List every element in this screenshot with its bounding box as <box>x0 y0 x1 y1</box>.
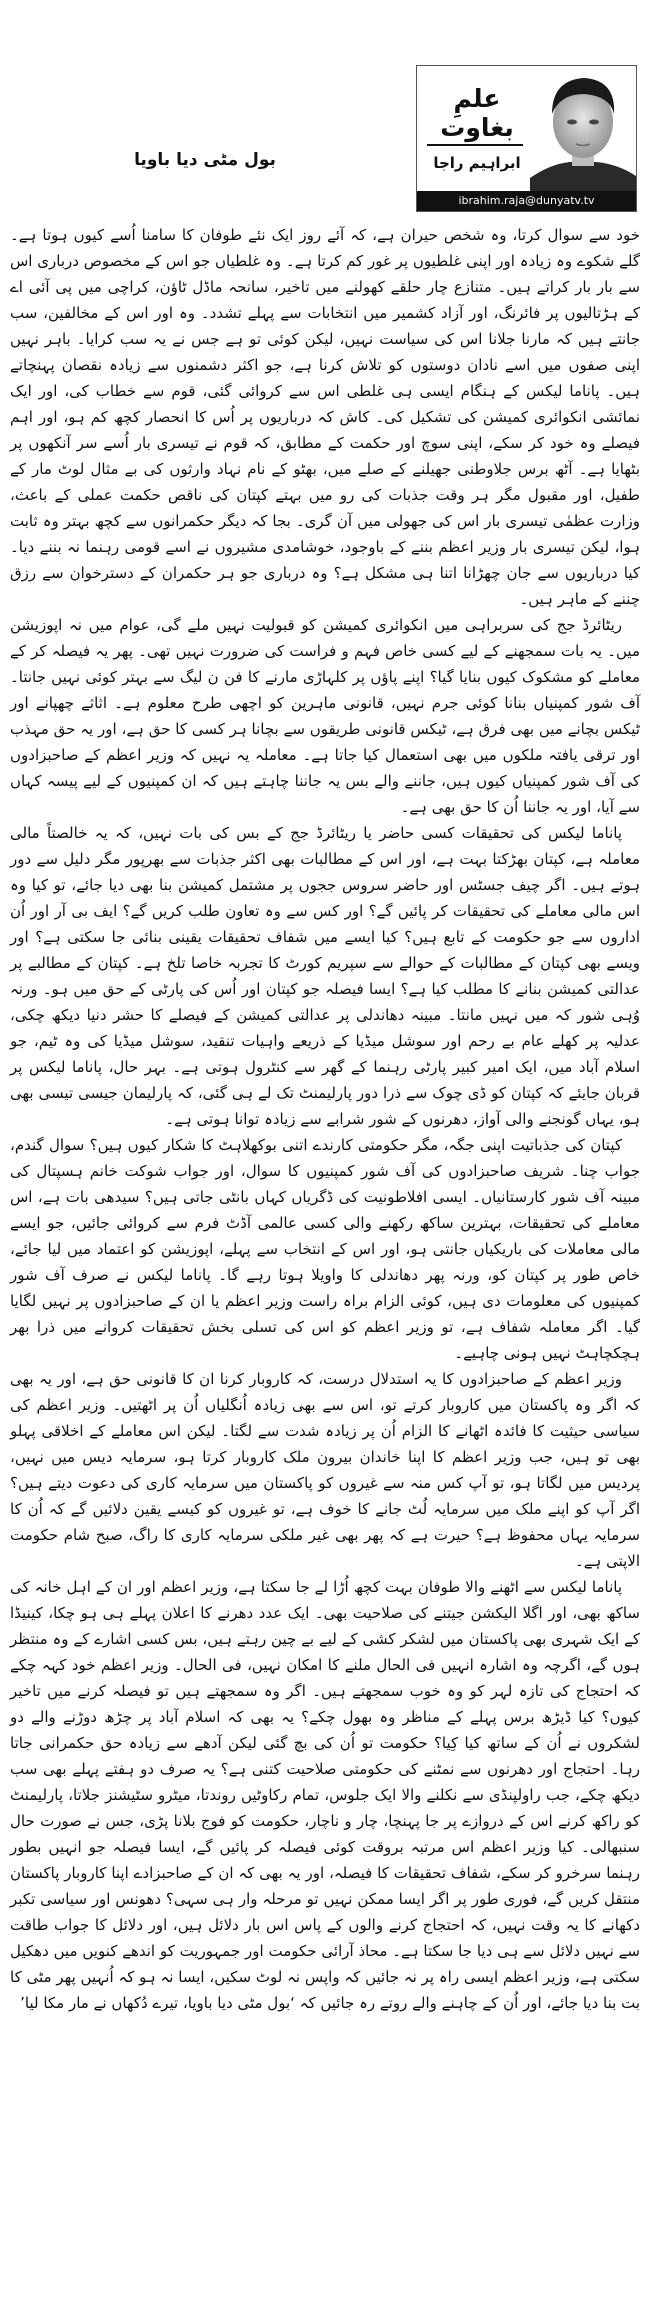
column-header-box <box>416 65 637 212</box>
author-email: ibrahim.raja@dunyatv.tv <box>417 191 636 211</box>
paragraph: کپتان کی جذباتیت اپنی جگہ، مگر حکومتی کارندے اتنی بوکھلاہٹ کا شکار کیوں ہیں؟ سوال گندم، جواب چنا۔ شریف صاحبزادوں کی آف شور کمپنیوں کا سوال، اور جواب شوکت خانم ہسپتال کی مبینہ آف شور کارستانیاں۔ ایسی افلاطونیت کی ڈگریاں کہاں بانٹی جاتی ہیں؟ سیدھی بات ہے، اس معاملے کی تحقیقات، بہترین ساکھ رکھنے والی کسی عالمی آڈٹ فرم سے کروائی جائیں، جو ایسے مالی معاملات کی باریکیاں جانتی ہو، اور اس کے انتخاب سے پہلے، اپوزیشن کو اعتماد میں لیا جائے، خاص طور پر کپتان کو، ورنہ پھر دھاندلی کا واویلا ہوتا رہے گا۔ پاناما لیکس نے صرف آف شور کمپنیوں کی معلومات دی ہیں، کوئی الزام براہ راست وزیر اعظم یا ان کے صاحبزادوں پر نہیں لگایا گیا۔ اگر معاملہ شفاف ہے، تو وزیر اعظم کو اس کی تسلی بخش تحقیقات کروانے میں ذرا بھر ہچکچاہٹ نہیں ہونی چاہیے۔ <box>10 1136 640 1362</box>
paragraph: پاناما لیکس کی تحقیقات کسی حاضر یا ریٹائرڈ جج کے بس کی بات نہیں، کہ یہ خالصتاً مالی معاملہ ہے، کپتان بھڑکتا بہت ہے، اور اس کے مطالبات بھی اکثر جذبات سے بھرپور مگر دلیل سے دور ہوتے ہیں۔ اگر چیف جسٹس اور حاضر سروس ججوں پر مشتمل کمیشن بنا بھی دیا جائے، تو کیا وہ اس مالی معاملے کی تحقیقات کر پائیں گے؟ اور کس سے وہ تعاون طلب کریں گے؟ ایف بی آر اور اُن اداروں سے جو حکومت کے تابع ہیں؟ کیا ایسے میں شفاف تحقیقات یقینی بنائی جا سکتی ہے؟ اور ویسے بھی کپتان کے مطالبات کے حوالے سے سپریم کورٹ کا تجربہ خاصا تلخ ہے۔ کپتان کے مطالبے پر عدالتی کمیشن بنانے کا مطلب کیا ہے؟ ایسا فیصلہ جو کپتان اور اُس کی پارٹی کے حق میں ہو۔ ورنہ وُہی شور کہ میں نہیں مانتا۔ مبینہ دھاندلی پر عدالتی کمیشن کے فیصلے کا حشر دنیا دیکھ چکی، عدلیہ پر کھلے عام بے رحم اور سوشل میڈیا کے ذریعے واہیات تنقید، سوشل میڈیا کی وہ ٹیم، جو اسلام آباد میں، ایک امیر کبیر پارٹی رہنما کے گھر سے کنٹرول ہوتی ہے۔ بہر حال، پاناما لیکس پر قربان جایئے کہ کپتان کو ڈی چوک سے ذرا دور پارلیمنٹ تک لے ہی گئی، کہ پارلیمان جیسی تیسی بھی ہو، یہاں گونجنے والی آواز، دھرنوں کے شور شرابے سے زیادہ توانا ہوتی ہے۔ <box>10 824 641 1128</box>
author-name: ابراہیم راجا <box>433 154 521 172</box>
article-title: بول مٹی دیا باویا <box>134 150 276 170</box>
paragraph: پاناما لیکس سے اٹھنے والا طوفان بہت کچھ اُڑا لے جا سکتا ہے، وزیر اعظم اور ان کے اہل خانہ کی ساکھ بھی، اور اگلا الیکشن جیتنے کی صلاحیت بھی۔ ایک عدد دھرنے کا اعلان پہلے ہی ہو چکا، کینیڈا کے ایک شہری بھی پاکستان میں لشکر کشی کے لیے بے چین رہتے ہیں، بس کسی اشارے کے وہ منتظر ہوں گے، اگرچہ وہ اشارہ انہیں فی الحال ملنے کا امکان نہیں، فی الحال۔ وزیر اعظم خود کہہ چکے کہ احتجاج کی تازہ لہر کو وہ خوب سمجھتے ہیں۔ اگر وہ سمجھتے ہیں تو فیصلہ کرنے میں تاخیر کیوں؟ کیا ڈیڑھ برس پہلے کے مناظر وہ بھول چکے؟ یہ بھی کہ اسلام آباد پر چڑھ دوڑنے والے دو لشکروں نے اُن کے ساتھ کیا کِیا؟ حکومت تو اُن کی بچ گئی لیکن آدھے سے زیادہ حق حکمرانی جاتا رہا۔ احتجاج اور دھرنوں سے نمٹنے کی حکومتی صلاحیت کتنی ہے؟ یہ صرف دو ہفتے پہلے بھی سب دیکھ چکے، جب راولپنڈی سے نکلنے والا ایک جلوس، تمام رکاوٹیں روندتا، میٹرو سٹیشنز جلاتا، پارلیمنٹ کو راکھ کرنے اس کے دروازے پر جا پہنچا، چار و ناچار، حکومت کو فوج بلانا پڑی، جس نے صورت حال سنبھالی۔ کیا وزیر اعظم اس مرتبہ بروقت کوئی فیصلہ کر پائیں گے، ایسا فیصلہ جو انہیں بطور رہنما سرخرو کر سکے، شفاف تحقیقات کا فیصلہ، اور یہ بھی کہ ان کے صاحبزادے اپنا کاروبار پاکستان منتقل کریں گے، فوری طور پر اگر ایسا ممکن نہیں تو مرحلہ وار ہی سہی؟ دھونس اور سیاسی تکبر دکھانے کا یہ وقت نہیں، کہ احتجاج کرنے والوں کے پاس اس بار دلائل ہیں، اور دلائل کا جواب طاقت سے نہیں دلائل سے ہی دیا جا سکتا ہے۔ محاذ آرائی حکومت اور جمہوریت کو اندھے کنویں میں دھکیل سکتی ہے، وزیر اعظم ایسی راہ پر نہ جائیں کہ واپس نہ لوٹ سکیں، ایسا نہ ہو کہ اُنہیں پھر مٹی کا بت بنا دیا جائے، اور اُن کے چاہنے والے روتے رہ جائیں کہ ‘بول مٹی دیا باویا، تیرے دُکھاں نے مار مکا لیا’ <box>10 1578 640 2012</box>
divider <box>427 144 523 146</box>
paragraph: ریٹائرڈ جج کی سربراہی میں انکوائری کمیشن کو قبولیت نہیں ملے گی، عوام میں نہ اپوزیشن میں۔ یہ بات سمجھنے کے لیے کسی خاص فہم و فراست کی ضرورت نہیں تھی۔ پھر یہ فیصلہ کر کے معاملے کو مشکوک کیوں بنایا گیا؟ اپنے پاؤں پر کلہاڑی مارنے کا فن ن لیگ سے بہتر کوئی نہیں جانتا۔ آف شور کمپنیاں بنانا کوئی جرم نہیں، قانونی ماہرین کو اچھی طرح معلوم ہے۔ اثاثے چھپانے اور ٹیکس بچانے میں بھی فرق ہے، ٹیکس قانونی طریقوں سے بچانا ہر کسی کا حق ہے، اور یہ حق مہذب اور ترقی یافتہ ملکوں میں بھی استعمال کیا جاتا ہے۔ معاملہ یہ نہیں کہ وزیر اعظم کے صاحبزادوں کی آف شور کمپنیاں کیوں ہیں، جاننے والے بس یہ جاننا چاہتے ہیں کہ ان کمپنیوں کے لیے پیسہ کہاں سے آیا، اور یہ جاننا اُن کا حق بھی ہے۔ <box>10 616 640 816</box>
paragraph: وزیر اعظم کے صاحبزادوں کا یہ استدلال درست، کہ کاروبار کرنا ان کا قانونی حق ہے، اور یہ بھی کہ اگر وہ پاکستان میں کاروبار کرتے تو، اس سے بھی زیادہ اُنگلیاں اُن پر اٹھتیں۔ وزیر اعظم کی سیاسی حیثیت کا فائدہ اٹھانے کا الزام اُن پر زیادہ شدت سے لگتا۔ لیکن اس معاملے کے اخلاقی پہلو بھی تو ہیں، جب وزیر اعظم کا اپنا خاندان بیرون ملک کاروبار کرتا ہو، سرمایہ دیس میں نہیں، پردیس میں لگاتا ہو، تو آپ کس منہ سے غیروں کو پاکستان میں سرمایہ کاری کی دعوت دیتے ہیں؟ اگر آپ کو اپنے ملک میں سرمایہ لُٹ جانے کا خوف ہے، تو غیروں کو کیسے یقین دلائیں گے کہ اُن کا سرمایہ یہاں محفوظ ہے؟ حیرت ہے کہ پھر بھی غیر ملکی سرمایہ کاری کا راگ، صبح شام حکومت الاپتی ہے۔ <box>10 1370 640 1570</box>
article-body <box>10 222 640 2016</box>
paragraph: خود سے سوال کرتا، وہ شخص حیران ہے، کہ آئے روز ایک نئے طوفان کا سامنا اُسے کیوں ہوتا ہے۔ گلے شکوے وہ زیادہ اور اپنی غلطیوں پر غور کم کرتا ہے۔ وہ غلطیاں جو اس کے مخصوص درباری اس سے بار بار کراتے ہیں۔ متنازع چار حلقے کھولنے میں تاخیر، سانحہ ماڈل ٹاؤن، کراچی میں پی آئی اے کے ہڑتالیوں پر فائرنگ، اور آزاد کشمیر میں انتخابات سے پہلے تشدد۔ وہ اور اس کے مخالفین، سب جانتے ہیں کہ مارنا جلانا اس کی سیاست نہیں، لیکن کوئی تو ہے جس نے یہ سب کرایا۔ باہر نہیں اپنی صفوں میں اسے نادان دوستوں کو تلاش کرنا ہے، جو اکثر دشمنوں سے زیادہ نقصان پہنچاتے ہیں۔ پاناما لیکس کے ہنگام ایسی ہی غلطی اس سے کروائی گئی، قوم سے خطاب کی، اور ایک نمائشی انکوائری کمیشن کی تشکیل کی۔ کاش کہ درباریوں پر اُس کا انحصار کچھ کم ہو، اور اہم فیصلے وہ خود کر سکے، اپنی سوچ اور حکمت کے مطابق، کہ قوم نے تیسری بار اُسے سر آنکھوں پر بٹھایا ہے۔ آٹھ برس جلاوطنی جھیلنے کے صلے میں، بھٹو کے نام نہاد وارثوں کی بے مثال لوٹ مار کے طفیل، اور مقبول مگر ہر وقت جذبات کی رو میں بہتے کپتان کی ناقص حکمت عملی کے باعث، وزارت عظمٰی تیسری بار اس کی جھولی میں آن گری۔ بجا کہ دیگر حکمرانوں سے کچھ بہتر وہ ثابت ہوا، لیکن تیسری بار وزیر اعظم بننے کے باوجود، خوشامدی مشیروں نے اسے قومی رہنما نہ بننے دیا۔ کیا درباریوں سے جان چھڑانا اتنا ہی مشکل ہے؟ وہ درباری جو ہر حکمران کے دسترخوان سے رزق چننے کے ماہر ہیں۔ <box>10 226 640 608</box>
author-photo <box>530 66 636 196</box>
column-brand-logo: علمِ بغاوت <box>440 84 514 142</box>
